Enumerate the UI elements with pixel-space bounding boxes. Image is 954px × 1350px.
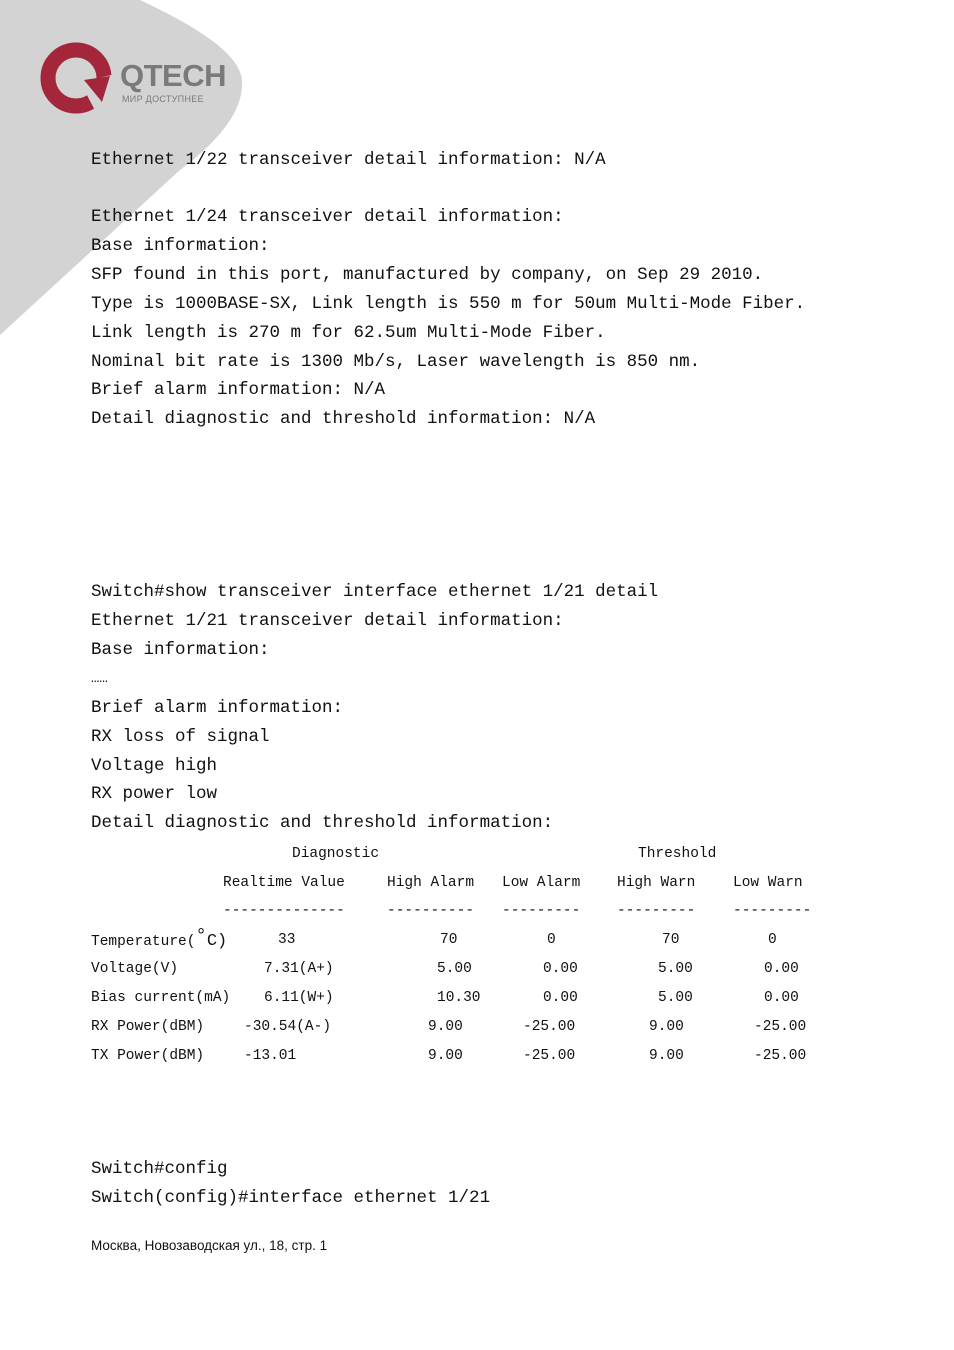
cli-line: Ethernet 1/24 transceiver detail information: xyxy=(91,207,564,227)
table-cell: -13.01 xyxy=(244,1048,297,1064)
table-row-label: RX Power(dBM) xyxy=(91,1019,205,1035)
table-cell: -25.00 xyxy=(523,1048,576,1064)
table-cell: 7.31(A+) xyxy=(264,961,334,977)
cli-line: Switch#show transceiver interface ethernet 1/21 detail xyxy=(91,582,659,602)
cli-line: Brief alarm information: xyxy=(91,698,344,718)
cli-line: Ethernet 1/21 transceiver detail information: xyxy=(91,611,564,631)
cli-line: Voltage high xyxy=(91,756,218,776)
column-divider: --------- xyxy=(617,903,696,919)
table-cell: 0 xyxy=(547,932,556,948)
column-header: High Alarm xyxy=(387,875,475,891)
row-unit: C) xyxy=(206,932,228,951)
table-cell: -25.00 xyxy=(754,1048,807,1064)
table-cell: 0.00 xyxy=(764,990,799,1006)
company-logo xyxy=(40,40,240,120)
table-cell: -25.00 xyxy=(754,1019,807,1035)
table-cell: 9.00 xyxy=(428,1019,463,1035)
row-label-text: Temperature( xyxy=(91,934,196,950)
group-header-diagnostic: Diagnostic xyxy=(292,846,380,862)
table-cell: 0.00 xyxy=(764,961,799,977)
cli-line: SFP found in this port, manufactured by company, on Sep 29 2010. xyxy=(91,265,764,285)
cli-line: Brief alarm information: N/A xyxy=(91,380,386,400)
table-row-label: Bias current(mA) xyxy=(91,990,231,1006)
table-cell: 6.11(W+) xyxy=(264,990,334,1006)
table-cell: 0 xyxy=(768,932,777,948)
cli-line: Switch(config)#interface ethernet 1/21 xyxy=(91,1188,491,1208)
table-row-label xyxy=(91,925,228,951)
table-cell: 5.00 xyxy=(437,961,472,977)
table-cell: -25.00 xyxy=(523,1019,576,1035)
cli-line: Switch#config xyxy=(91,1159,228,1179)
cli-line: Nominal bit rate is 1300 Mb/s, Laser wavelength is 850 nm. xyxy=(91,352,701,372)
table-cell: 70 xyxy=(440,932,458,948)
table-cell: 5.00 xyxy=(658,961,693,977)
cli-line: Ethernet 1/22 transceiver detail information: N/A xyxy=(91,150,606,170)
footer-address: Москва, Новозаводская ул., 18, стр. 1 xyxy=(91,1238,328,1253)
column-header: Low Alarm xyxy=(502,875,581,891)
cli-line: Detail diagnostic and threshold information: N/A xyxy=(91,409,596,429)
table-cell: 9.00 xyxy=(649,1048,684,1064)
group-header-threshold: Threshold xyxy=(638,846,717,862)
column-header: Low Warn xyxy=(733,875,803,891)
cli-line: Link length is 270 m for 62.5um Multi-Mode Fiber. xyxy=(91,323,606,343)
column-divider: --------- xyxy=(733,903,812,919)
cli-line: Base information: xyxy=(91,640,270,660)
logo-q-icon xyxy=(40,40,116,116)
table-cell: 9.00 xyxy=(428,1048,463,1064)
table-row-label: TX Power(dBM) xyxy=(91,1048,205,1064)
column-header: Realtime Value xyxy=(223,875,345,891)
table-cell: 10.30 xyxy=(437,990,481,1006)
column-divider: -------------- xyxy=(223,903,345,919)
table-row-label: Voltage(V) xyxy=(91,961,179,977)
table-cell: 0.00 xyxy=(543,990,578,1006)
table-cell: 5.00 xyxy=(658,990,693,1006)
column-divider: --------- xyxy=(502,903,581,919)
table-cell: 0.00 xyxy=(543,961,578,977)
table-cell: 70 xyxy=(662,932,680,948)
column-divider: ---------- xyxy=(387,903,475,919)
logo-name: QTECH xyxy=(120,58,226,93)
table-cell: 33 xyxy=(278,932,296,948)
logo-tagline: МИР ДОСТУПНЕЕ xyxy=(122,94,204,104)
cli-line: RX loss of signal xyxy=(91,727,270,747)
column-header: High Warn xyxy=(617,875,696,891)
cli-line: RX power low xyxy=(91,784,218,804)
cli-line: Type is 1000BASE-SX, Link length is 550 m for 50um Multi-Mode Fiber. xyxy=(91,294,806,314)
cli-line: Base information: xyxy=(91,236,270,256)
degree-sign: ° xyxy=(195,925,207,947)
table-cell: 9.00 xyxy=(649,1019,684,1035)
cli-line: …… xyxy=(91,671,108,687)
cli-line: Detail diagnostic and threshold information: xyxy=(91,813,554,833)
table-cell: -30.54(A-) xyxy=(244,1019,332,1035)
